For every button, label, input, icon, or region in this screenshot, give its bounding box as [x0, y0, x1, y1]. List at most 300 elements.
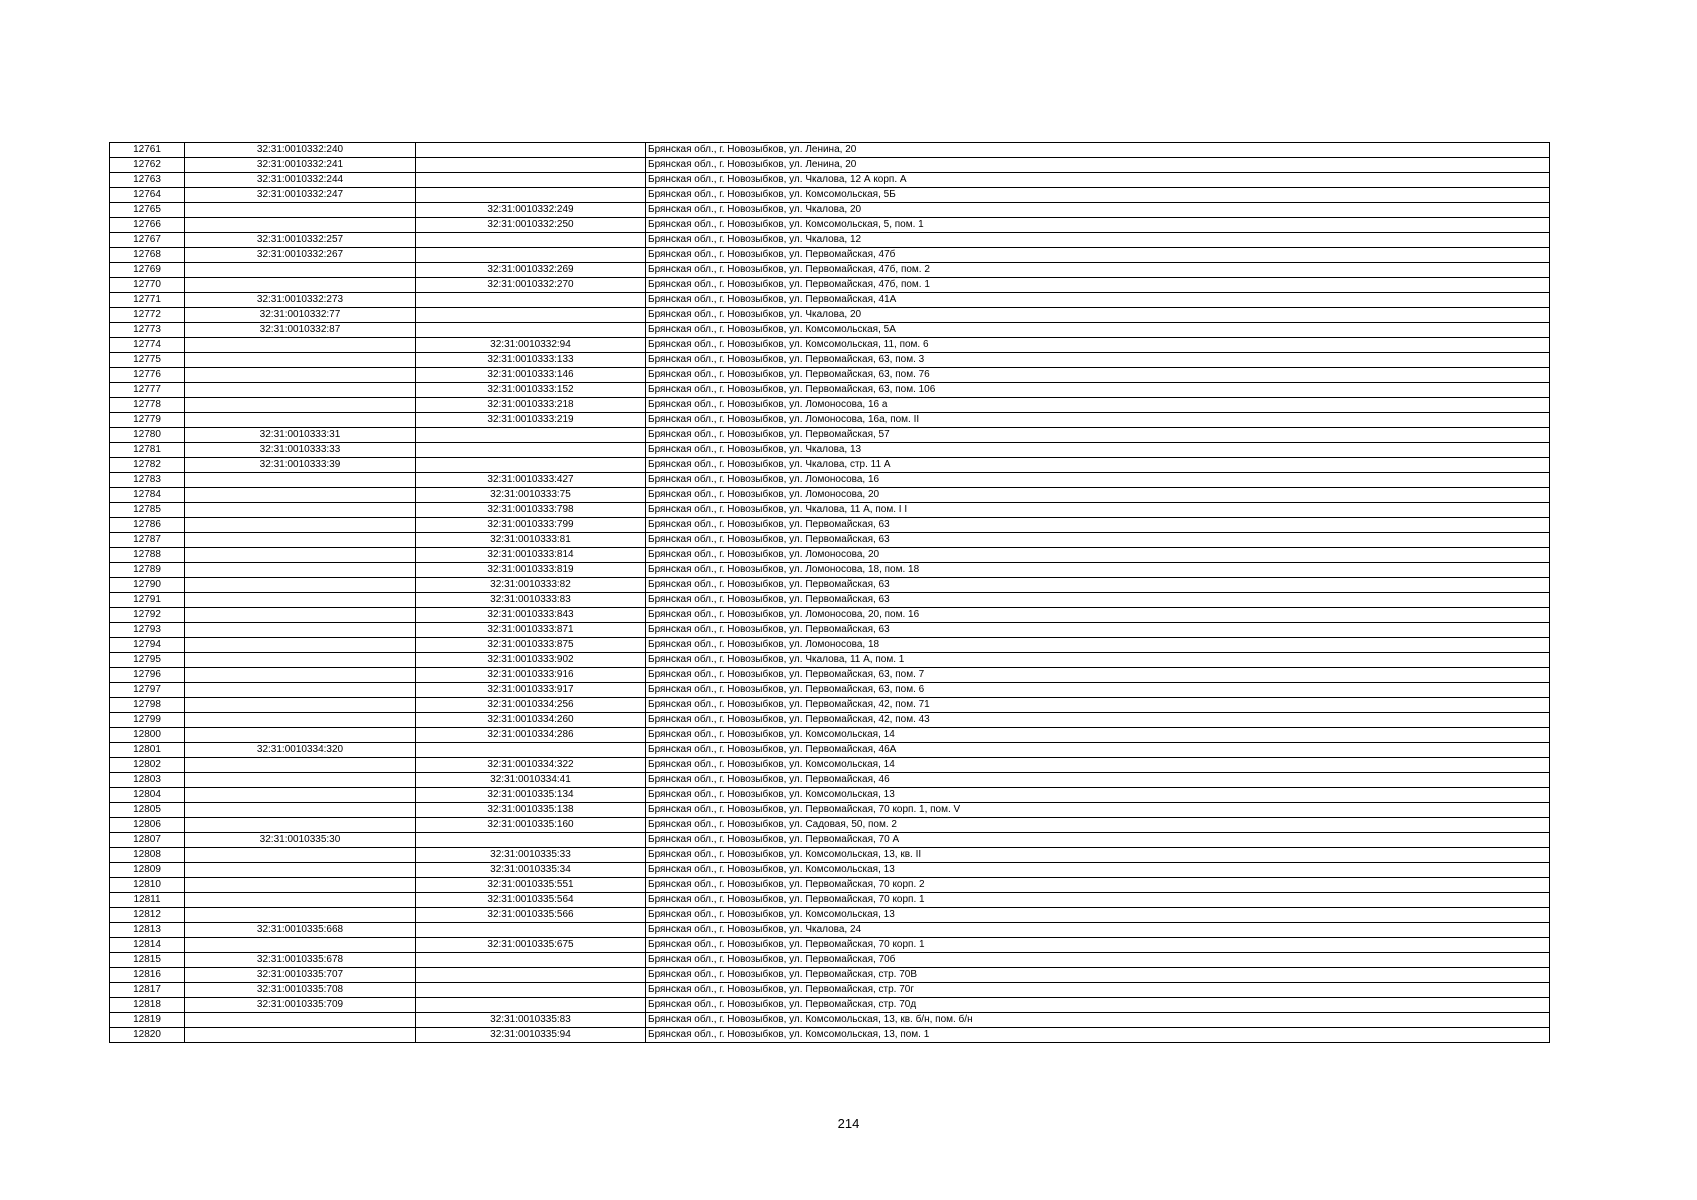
table-row: [110, 578, 1550, 593]
cadastral-number-b: [416, 173, 646, 188]
table-row: [110, 458, 1550, 473]
cadastral-number-b: [416, 158, 646, 173]
cadastral-number-a: 32:31:0010332:77: [185, 308, 416, 323]
cadastral-number-a: [185, 503, 416, 518]
row-number: 12802: [110, 758, 185, 773]
cadastral-number-a: 32:31:0010332:241: [185, 158, 416, 173]
cadastral-number-b: [416, 983, 646, 998]
cadastral-number-a: 32:31:0010332:244: [185, 173, 416, 188]
table-row: [110, 653, 1550, 668]
cadastral-number-b: 32:31:0010333:902: [416, 653, 646, 668]
row-number: 12784: [110, 488, 185, 503]
row-number: 12781: [110, 443, 185, 458]
table-row: [110, 998, 1550, 1013]
table-row: [110, 938, 1550, 953]
cadastral-number-a: [185, 473, 416, 488]
cadastral-number-b: 32:31:0010334:260: [416, 713, 646, 728]
table-row: [110, 728, 1550, 743]
row-number: 12763: [110, 173, 185, 188]
table-row: [110, 983, 1550, 998]
address-cell: Брянская обл., г. Новозыбков, ул. Ломоносова, 20: [646, 488, 1550, 503]
address-cell: Брянская обл., г. Новозыбков, ул. Ломоносова, 20: [646, 548, 1550, 563]
table-row: [110, 233, 1550, 248]
table-row: [110, 293, 1550, 308]
cadastral-number-b: 32:31:0010334:286: [416, 728, 646, 743]
address-cell: Брянская обл., г. Новозыбков, ул. Комсомольская, 13: [646, 908, 1550, 923]
cadastral-number-b: [416, 743, 646, 758]
address-cell: Брянская обл., г. Новозыбков, ул. Первомайская, 63, пом. 3: [646, 353, 1550, 368]
table-row: [110, 143, 1550, 158]
row-number: 12775: [110, 353, 185, 368]
cadastral-number-b: 32:31:0010333:843: [416, 608, 646, 623]
cadastral-number-b: [416, 923, 646, 938]
cadastral-number-b: [416, 248, 646, 263]
row-number: 12780: [110, 428, 185, 443]
table-row: [110, 608, 1550, 623]
cadastral-number-a: 32:31:0010335:30: [185, 833, 416, 848]
address-cell: Брянская обл., г. Новозыбков, ул. Первомайская, 63, пом. 76: [646, 368, 1550, 383]
cadastral-number-b: 32:31:0010333:917: [416, 683, 646, 698]
address-cell: Брянская обл., г. Новозыбков, ул. Первомайская, 41А: [646, 293, 1550, 308]
row-number: 12820: [110, 1028, 185, 1043]
cadastral-number-a: [185, 398, 416, 413]
table-row: [110, 188, 1550, 203]
table-row: [110, 878, 1550, 893]
address-cell: Брянская обл., г. Новозыбков, ул. Первомайская, 46: [646, 773, 1550, 788]
row-number: 12786: [110, 518, 185, 533]
address-cell: Брянская обл., г. Новозыбков, ул. Первомайская, 63, пом. 6: [646, 683, 1550, 698]
address-cell: Брянская обл., г. Новозыбков, ул. Чкалова, 11 А, пом. 1: [646, 653, 1550, 668]
address-cell: Брянская обл., г. Новозыбков, ул. Первомайская, 63: [646, 518, 1550, 533]
address-cell: Брянская обл., г. Новозыбков, ул. Первомайская, 63, пом. 106: [646, 383, 1550, 398]
cadastral-number-b: [416, 998, 646, 1013]
cadastral-number-b: 32:31:0010332:250: [416, 218, 646, 233]
table-row: [110, 668, 1550, 683]
cadastral-number-b: [416, 308, 646, 323]
address-cell: Брянская обл., г. Новозыбков, ул. Садовая, 50, пом. 2: [646, 818, 1550, 833]
table-row: [110, 743, 1550, 758]
table-row: [110, 248, 1550, 263]
row-number: 12811: [110, 893, 185, 908]
table-row: [110, 353, 1550, 368]
address-cell: Брянская обл., г. Новозыбков, ул. Первомайская, 70 корп. 1, пом. V: [646, 803, 1550, 818]
row-number: 12766: [110, 218, 185, 233]
address-cell: Брянская обл., г. Новозыбков, ул. Чкалова, 11 А, пом. I I: [646, 503, 1550, 518]
table-row: [110, 383, 1550, 398]
cadastral-number-a: [185, 533, 416, 548]
address-cell: Брянская обл., г. Новозыбков, ул. Первомайская, 70 А: [646, 833, 1550, 848]
row-number: 12798: [110, 698, 185, 713]
row-number: 12778: [110, 398, 185, 413]
cadastral-number-b: [416, 143, 646, 158]
cadastral-number-a: [185, 908, 416, 923]
cadastral-number-b: 32:31:0010335:34: [416, 863, 646, 878]
table-row: [110, 758, 1550, 773]
row-number: 12796: [110, 668, 185, 683]
address-cell: Брянская обл., г. Новозыбков, ул. Чкалова, стр. 11 А: [646, 458, 1550, 473]
row-number: 12765: [110, 203, 185, 218]
address-cell: Брянская обл., г. Новозыбков, ул. Первомайская, 70 корп. 1: [646, 938, 1550, 953]
cadastral-number-a: 32:31:0010333:39: [185, 458, 416, 473]
cadastral-number-a: [185, 413, 416, 428]
cadastral-number-b: 32:31:0010333:871: [416, 623, 646, 638]
cadastral-number-a: [185, 668, 416, 683]
cadastral-number-b: 32:31:0010333:427: [416, 473, 646, 488]
row-number: 12810: [110, 878, 185, 893]
row-number: 12762: [110, 158, 185, 173]
address-cell: Брянская обл., г. Новозыбков, ул. Комсомольская, 13, пом. 1: [646, 1028, 1550, 1043]
cadastral-number-a: 32:31:0010333:31: [185, 428, 416, 443]
row-number: 12816: [110, 968, 185, 983]
address-cell: Брянская обл., г. Новозыбков, ул. Первомайская, 63: [646, 623, 1550, 638]
row-number: 12764: [110, 188, 185, 203]
cadastral-number-a: 32:31:0010334:320: [185, 743, 416, 758]
cadastral-number-a: [185, 1013, 416, 1028]
address-cell: Брянская обл., г. Новозыбков, ул. Ленина, 20: [646, 143, 1550, 158]
address-cell: Брянская обл., г. Новозыбков, ул. Комсомольская, 5Б: [646, 188, 1550, 203]
row-number: 12793: [110, 623, 185, 638]
cadastral-number-b: 32:31:0010333:814: [416, 548, 646, 563]
cadastral-number-b: [416, 968, 646, 983]
cadastral-number-a: [185, 938, 416, 953]
address-cell: Брянская обл., г. Новозыбков, ул. Ломоносова, 16: [646, 473, 1550, 488]
table-row: [110, 848, 1550, 863]
cadastral-number-b: 32:31:0010333:146: [416, 368, 646, 383]
cadastral-number-a: [185, 878, 416, 893]
cadastral-number-a: [185, 278, 416, 293]
row-number: 12794: [110, 638, 185, 653]
table-row: [110, 1028, 1550, 1043]
row-number: 12797: [110, 683, 185, 698]
cadastral-number-b: [416, 833, 646, 848]
table-row: [110, 158, 1550, 173]
cadastral-number-b: 32:31:0010335:94: [416, 1028, 646, 1043]
address-cell: Брянская обл., г. Новозыбков, ул. Ленина, 20: [646, 158, 1550, 173]
cadastral-number-b: 32:31:0010333:799: [416, 518, 646, 533]
cadastral-number-a: 32:31:0010335:678: [185, 953, 416, 968]
table-row: [110, 638, 1550, 653]
table-row: [110, 428, 1550, 443]
cadastral-number-a: 32:31:0010332:247: [185, 188, 416, 203]
table-row: [110, 788, 1550, 803]
cadastral-number-b: 32:31:0010333:875: [416, 638, 646, 653]
cadastral-number-b: 32:31:0010335:83: [416, 1013, 646, 1028]
cadastral-number-a: [185, 848, 416, 863]
cadastral-number-a: [185, 773, 416, 788]
row-number: 12782: [110, 458, 185, 473]
table-row: [110, 308, 1550, 323]
address-cell: Брянская обл., г. Новозыбков, ул. Ломоносова, 18: [646, 638, 1550, 653]
cadastral-number-a: 32:31:0010335:709: [185, 998, 416, 1013]
cadastral-number-a: [185, 758, 416, 773]
cadastral-number-b: 32:31:0010333:798: [416, 503, 646, 518]
row-number: 12792: [110, 608, 185, 623]
table-row: [110, 818, 1550, 833]
address-cell: Брянская обл., г. Новозыбков, ул. Комсомольская, 5, пом. 1: [646, 218, 1550, 233]
address-cell: Брянская обл., г. Новозыбков, ул. Ломоносова, 18, пом. 18: [646, 563, 1550, 578]
cadastral-table: [109, 142, 1550, 1043]
table-row: [110, 218, 1550, 233]
cadastral-number-b: 32:31:0010332:269: [416, 263, 646, 278]
cadastral-number-b: [416, 428, 646, 443]
cadastral-number-a: [185, 518, 416, 533]
cadastral-number-b: 32:31:0010334:322: [416, 758, 646, 773]
table-row: [110, 338, 1550, 353]
table-row: [110, 773, 1550, 788]
row-number: 12771: [110, 293, 185, 308]
cadastral-number-b: 32:31:0010332:270: [416, 278, 646, 293]
row-number: 12813: [110, 923, 185, 938]
cadastral-number-a: [185, 353, 416, 368]
row-number: 12776: [110, 368, 185, 383]
cadastral-number-a: [185, 698, 416, 713]
cadastral-number-b: [416, 233, 646, 248]
cadastral-number-b: 32:31:0010333:152: [416, 383, 646, 398]
cadastral-number-a: 32:31:0010332:240: [185, 143, 416, 158]
cadastral-number-a: [185, 383, 416, 398]
cadastral-number-b: 32:31:0010333:75: [416, 488, 646, 503]
table-row: [110, 953, 1550, 968]
address-cell: Брянская обл., г. Новозыбков, ул. Комсомольская, 14: [646, 758, 1550, 773]
cadastral-number-b: 32:31:0010333:82: [416, 578, 646, 593]
cadastral-number-b: [416, 458, 646, 473]
row-number: 12768: [110, 248, 185, 263]
table-row: [110, 1013, 1550, 1028]
cadastral-number-a: [185, 638, 416, 653]
address-cell: Брянская обл., г. Новозыбков, ул. Первомайская, 70 корп. 1: [646, 893, 1550, 908]
row-number: 12814: [110, 938, 185, 953]
address-cell: Брянская обл., г. Новозыбков, ул. Комсомольская, 13: [646, 788, 1550, 803]
row-number: 12790: [110, 578, 185, 593]
address-cell: Брянская обл., г. Новозыбков, ул. Первомайская, 63: [646, 533, 1550, 548]
table-row: [110, 533, 1550, 548]
cadastral-number-a: [185, 818, 416, 833]
cadastral-number-b: 32:31:0010333:218: [416, 398, 646, 413]
table-row: [110, 413, 1550, 428]
cadastral-number-b: 32:31:0010333:819: [416, 563, 646, 578]
row-number: 12801: [110, 743, 185, 758]
row-number: 12819: [110, 1013, 185, 1028]
table-body: [110, 143, 1550, 1043]
row-number: 12770: [110, 278, 185, 293]
row-number: 12805: [110, 803, 185, 818]
cadastral-number-b: [416, 188, 646, 203]
cadastral-number-b: 32:31:0010333:83: [416, 593, 646, 608]
cadastral-number-a: [185, 1028, 416, 1043]
address-cell: Брянская обл., г. Новозыбков, ул. Первомайская, 47б, пом. 2: [646, 263, 1550, 278]
address-cell: Брянская обл., г. Новозыбков, ул. Комсомольская, 5А: [646, 323, 1550, 338]
address-cell: Брянская обл., г. Новозыбков, ул. Первомайская, стр. 70В: [646, 968, 1550, 983]
address-cell: Брянская обл., г. Новозыбков, ул. Ломоносова, 16а, пом. II: [646, 413, 1550, 428]
row-number: 12795: [110, 653, 185, 668]
row-number: 12767: [110, 233, 185, 248]
table-row: [110, 923, 1550, 938]
table-row: [110, 893, 1550, 908]
cadastral-number-a: [185, 653, 416, 668]
address-cell: Брянская обл., г. Новозыбков, ул. Комсомольская, 13: [646, 863, 1550, 878]
cadastral-number-a: [185, 593, 416, 608]
row-number: 12785: [110, 503, 185, 518]
address-cell: Брянская обл., г. Новозыбков, ул. Первомайская, 70 корп. 2: [646, 878, 1550, 893]
table-row: [110, 683, 1550, 698]
row-number: 12761: [110, 143, 185, 158]
cadastral-number-a: [185, 488, 416, 503]
cadastral-number-b: 32:31:0010333:916: [416, 668, 646, 683]
address-cell: Брянская обл., г. Новозыбков, ул. Чкалова, 24: [646, 923, 1550, 938]
table-row: [110, 803, 1550, 818]
row-number: 12772: [110, 308, 185, 323]
row-number: 12787: [110, 533, 185, 548]
cadastral-number-a: [185, 548, 416, 563]
table-row: [110, 968, 1550, 983]
row-number: 12773: [110, 323, 185, 338]
table-row: [110, 368, 1550, 383]
table-row: [110, 203, 1550, 218]
row-number: 12791: [110, 593, 185, 608]
cadastral-number-b: [416, 323, 646, 338]
cadastral-number-a: 32:31:0010332:257: [185, 233, 416, 248]
address-cell: Брянская обл., г. Новозыбков, ул. Первомайская, 63: [646, 578, 1550, 593]
cadastral-number-a: 32:31:0010332:273: [185, 293, 416, 308]
cadastral-number-a: 32:31:0010335:707: [185, 968, 416, 983]
cadastral-number-b: 32:31:0010333:219: [416, 413, 646, 428]
cadastral-number-a: [185, 893, 416, 908]
row-number: 12812: [110, 908, 185, 923]
cadastral-number-a: [185, 788, 416, 803]
row-number: 12803: [110, 773, 185, 788]
row-number: 12800: [110, 728, 185, 743]
address-cell: Брянская обл., г. Новозыбков, ул. Чкалова, 13: [646, 443, 1550, 458]
cadastral-number-b: 32:31:0010335:160: [416, 818, 646, 833]
cadastral-number-a: [185, 338, 416, 353]
table-row: [110, 278, 1550, 293]
row-number: 12815: [110, 953, 185, 968]
table-row: [110, 503, 1550, 518]
address-cell: Брянская обл., г. Новозыбков, ул. Первомайская, 46А: [646, 743, 1550, 758]
page-number: 214: [837, 1116, 860, 1131]
table-row: [110, 548, 1550, 563]
cadastral-number-b: 32:31:0010333:133: [416, 353, 646, 368]
cadastral-number-b: 32:31:0010335:134: [416, 788, 646, 803]
address-cell: Брянская обл., г. Новозыбков, ул. Чкалова, 12: [646, 233, 1550, 248]
table-row: [110, 173, 1550, 188]
cadastral-number-b: 32:31:0010333:81: [416, 533, 646, 548]
address-cell: Брянская обл., г. Новозыбков, ул. Первомайская, 47б: [646, 248, 1550, 263]
cadastral-number-b: [416, 443, 646, 458]
row-number: 12788: [110, 548, 185, 563]
cadastral-number-a: [185, 218, 416, 233]
cadastral-number-a: [185, 623, 416, 638]
table-row: [110, 518, 1550, 533]
address-cell: Брянская обл., г. Новозыбков, ул. Первомайская, 42, пом. 71: [646, 698, 1550, 713]
table-row: [110, 698, 1550, 713]
cadastral-number-b: 32:31:0010334:41: [416, 773, 646, 788]
cadastral-number-b: 32:31:0010335:551: [416, 878, 646, 893]
row-number: 12818: [110, 998, 185, 1013]
address-cell: Брянская обл., г. Новозыбков, ул. Первомайская, 63, пом. 7: [646, 668, 1550, 683]
table-row: [110, 563, 1550, 578]
cadastral-number-a: [185, 728, 416, 743]
cadastral-number-b: 32:31:0010335:675: [416, 938, 646, 953]
address-cell: Брянская обл., г. Новозыбков, ул. Чкалова, 20: [646, 308, 1550, 323]
cadastral-number-b: 32:31:0010332:94: [416, 338, 646, 353]
cadastral-number-a: [185, 578, 416, 593]
row-number: 12777: [110, 383, 185, 398]
address-cell: Брянская обл., г. Новозыбков, ул. Первомайская, стр. 70г: [646, 983, 1550, 998]
table-row: [110, 398, 1550, 413]
cadastral-number-a: [185, 713, 416, 728]
address-cell: Брянская обл., г. Новозыбков, ул. Комсомольская, 13, кв. б/н, пом. б/н: [646, 1013, 1550, 1028]
cadastral-number-a: 32:31:0010335:668: [185, 923, 416, 938]
cadastral-number-b: [416, 953, 646, 968]
cadastral-number-a: 32:31:0010335:708: [185, 983, 416, 998]
address-cell: Брянская обл., г. Новозыбков, ул. Ломоносова, 16 а: [646, 398, 1550, 413]
row-number: 12808: [110, 848, 185, 863]
table-row: [110, 263, 1550, 278]
address-cell: Брянская обл., г. Новозыбков, ул. Комсомольская, 14: [646, 728, 1550, 743]
cadastral-number-a: [185, 263, 416, 278]
address-cell: Брянская обл., г. Новозыбков, ул. Первомайская, 57: [646, 428, 1550, 443]
address-cell: Брянская обл., г. Новозыбков, ул. Ломоносова, 20, пом. 16: [646, 608, 1550, 623]
address-cell: Брянская обл., г. Новозыбков, ул. Первомайская, 42, пом. 43: [646, 713, 1550, 728]
address-cell: Брянская обл., г. Новозыбков, ул. Первомайская, 70б: [646, 953, 1550, 968]
row-number: 12809: [110, 863, 185, 878]
row-number: 12774: [110, 338, 185, 353]
table-row: [110, 323, 1550, 338]
address-cell: Брянская обл., г. Новозыбков, ул. Первомайская, 63: [646, 593, 1550, 608]
row-number: 12817: [110, 983, 185, 998]
address-cell: Брянская обл., г. Новозыбков, ул. Комсомольская, 11, пом. 6: [646, 338, 1550, 353]
row-number: 12789: [110, 563, 185, 578]
row-number: 12807: [110, 833, 185, 848]
cadastral-number-b: 32:31:0010335:564: [416, 893, 646, 908]
table-row: [110, 713, 1550, 728]
row-number: 12783: [110, 473, 185, 488]
table-row: [110, 593, 1550, 608]
table-row: [110, 488, 1550, 503]
cadastral-number-b: 32:31:0010335:566: [416, 908, 646, 923]
row-number: 12804: [110, 788, 185, 803]
row-number: 12806: [110, 818, 185, 833]
address-cell: Брянская обл., г. Новозыбков, ул. Чкалова, 20: [646, 203, 1550, 218]
table-row: [110, 908, 1550, 923]
cadastral-number-b: 32:31:0010335:33: [416, 848, 646, 863]
cadastral-number-a: [185, 203, 416, 218]
row-number: 12769: [110, 263, 185, 278]
address-cell: Брянская обл., г. Новозыбков, ул. Первомайская, стр. 70д: [646, 998, 1550, 1013]
cadastral-number-a: 32:31:0010332:87: [185, 323, 416, 338]
cadastral-number-a: [185, 683, 416, 698]
cadastral-number-b: 32:31:0010332:249: [416, 203, 646, 218]
cadastral-number-b: 32:31:0010335:138: [416, 803, 646, 818]
cadastral-number-a: 32:31:0010333:33: [185, 443, 416, 458]
address-cell: Брянская обл., г. Новозыбков, ул. Комсомольская, 13, кв. II: [646, 848, 1550, 863]
table-row: [110, 473, 1550, 488]
address-cell: Брянская обл., г. Новозыбков, ул. Первомайская, 47б, пом. 1: [646, 278, 1550, 293]
cadastral-number-a: [185, 563, 416, 578]
table-row: [110, 833, 1550, 848]
cadastral-number-b: 32:31:0010334:256: [416, 698, 646, 713]
cadastral-number-a: 32:31:0010332:267: [185, 248, 416, 263]
cadastral-number-a: [185, 803, 416, 818]
cadastral-number-a: [185, 368, 416, 383]
cadastral-number-a: [185, 863, 416, 878]
table-row: [110, 863, 1550, 878]
cadastral-number-b: [416, 293, 646, 308]
row-number: 12779: [110, 413, 185, 428]
table-row: [110, 623, 1550, 638]
address-cell: Брянская обл., г. Новозыбков, ул. Чкалова, 12 А корп. А: [646, 173, 1550, 188]
